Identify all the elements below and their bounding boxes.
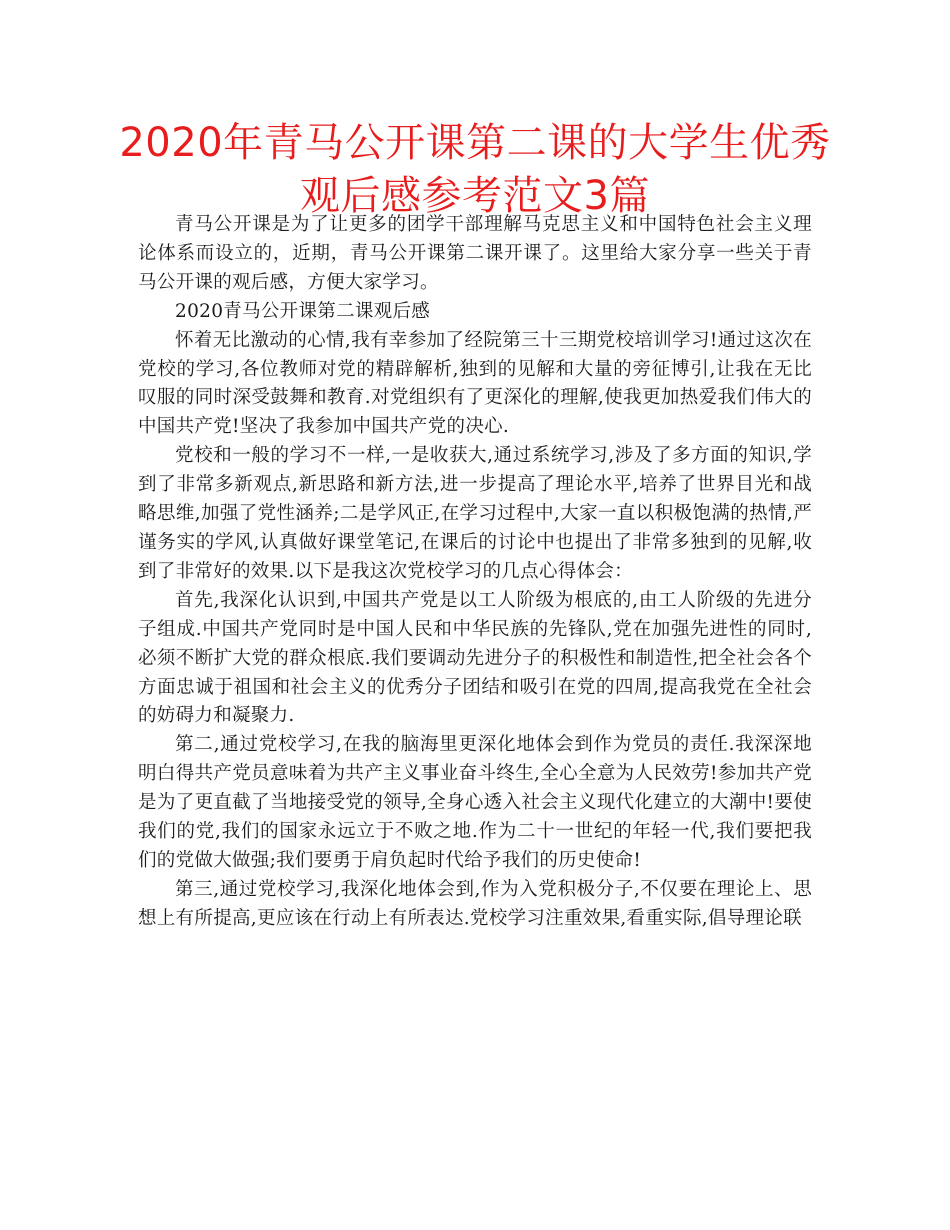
body-paragraph: 第三,通过党校学习,我深化地体会到,作为入党积极分子,不仅要在理论上、思想上有所提高,更应该在行动上有所表达.党校学习注重效果,看重实际,倡导理论联 [138, 878, 812, 929]
document-title: 2020年青马公开课第二课的大学生优秀观后感参考范文3篇 [119, 120, 831, 219]
intro-paragraph: 青马公开课是为了让更多的团学干部理解马克思主义和中国特色社会主义理论体系而设立的，近期，青马公开课第二课开课了。这里给大家分享一些关于青马公开课的观后感，方便大家学习。 [138, 214, 812, 293]
document-body [138, 211, 812, 934]
body-paragraph: 第二,通过党校学习,在我的脑海里更深化地体会到作为党员的责任.我深深地明白得共产党员意味着为共产主义事业奋斗终生,全心全意为人民效劳!参加共产党是为了更直截了当地接受党的领导,全身心透入社会主义现代化建立的大潮中!要使我们的党,我们的国家永远立于不败之地.作为二十一世纪的年轻一代,我们要把我们的党做大做强;我们要勇于肩负起时代给予我们的历史使命! [138, 734, 812, 871]
section-heading: 2020青马公开课第二课观后感 [175, 300, 431, 322]
body-paragraph: 怀着无比激动的心情,我有幸参加了经院第三十三期党校培训学习!通过这次在党校的学习,各位教师对党的精辟解析,独到的见解和大量的旁征博引,让我在无比叹服的同时深受鼓舞和教育.对党组织有了更深化的理解,使我更加热爱我们伟大的中国共产党!坚决了我参加中国共产党的决心. [138, 329, 812, 438]
body-paragraph: 首先,我深化认识到,中国共产党是以工人阶级为根底的,由工人阶级的先进分子组成.中国共产党同时是中国人民和中华民族的先锋队,党在加强先进性的同时,必须不断扩大党的群众根底.我们要调动先进分子的积极性和制造性,把全社会各个方面忠诚于祖国和社会主义的优秀分子团结和吸引在党的四周,提高我党在全社会的妨碍力和凝聚力. [138, 589, 812, 727]
body-paragraph: 党校和一般的学习不一样,一是收获大,通过系统学习,涉及了多方面的知识,学到了非常多新观点,新思路和新方法,进一步提高了理论水平,培养了世界目光和战略思维,加强了党性涵养;二是学风正,在学习过程中,大家一直以积极饱满的热情,严谨务实的学风,认真做好课堂笔记,在课后的讨论中也提出了非常多独到的见解,收到了非常好的效果.以下是我这次党校学习的几点心得体会： [138, 445, 812, 582]
